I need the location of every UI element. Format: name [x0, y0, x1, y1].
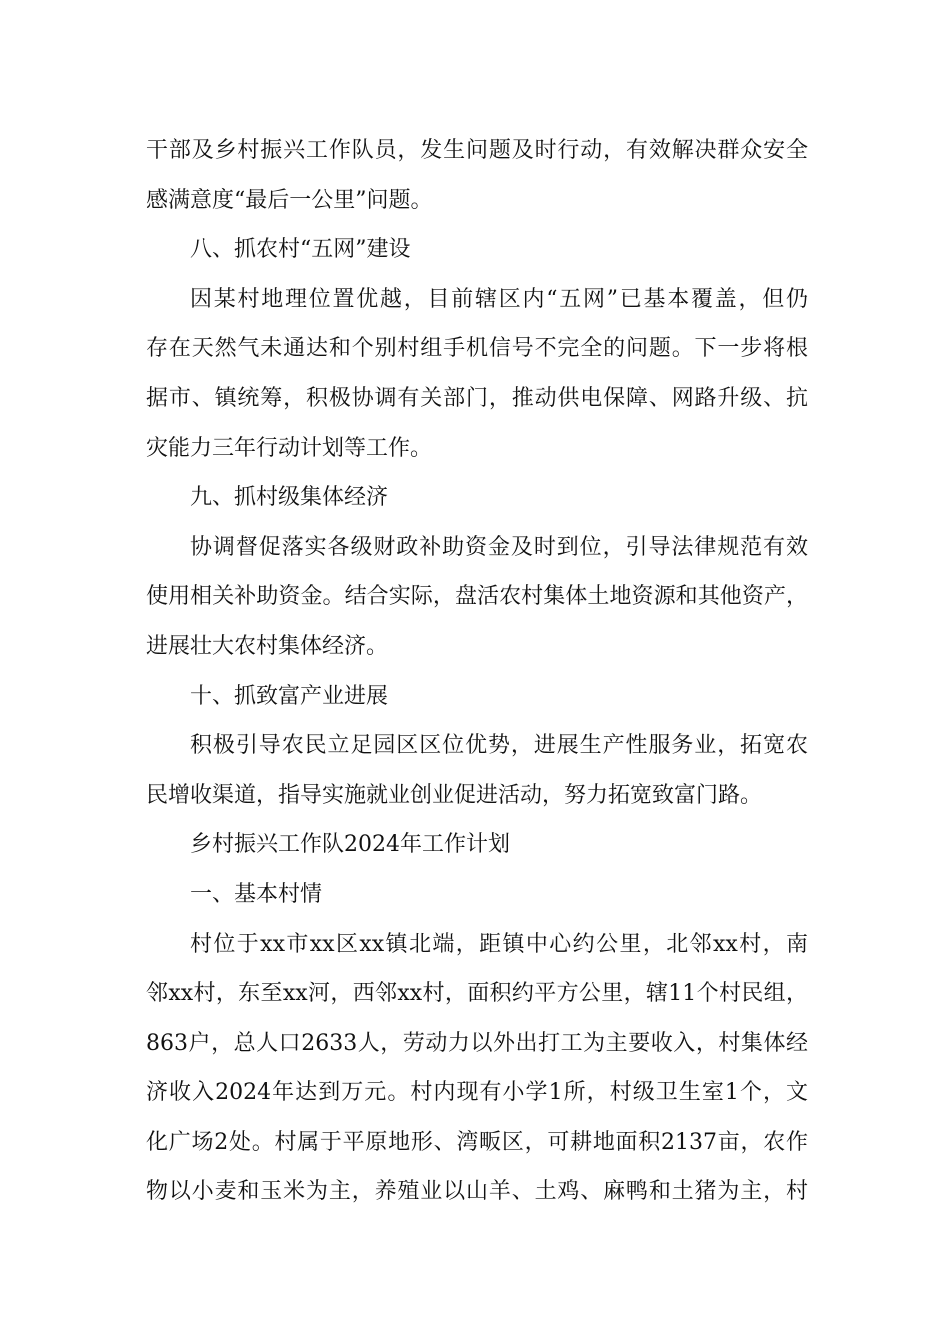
document-title: 乡村振兴工作队2024年工作计划 [190, 832, 510, 858]
body-line: 积极引导农民立足园区区位优势，进展生产性服务业，拓宽农 [190, 733, 808, 759]
body-line: 干部及乡村振兴工作队员，发生问题及时行动，有效解决群众安全 [146, 138, 808, 163]
body-line: 村位于xx市xx区xx镇北端，距镇中心约公里，北邻xx村，南 [190, 931, 808, 957]
body-line: 感满意度“最后一公里”问题。 [146, 187, 433, 213]
body-line: 民增收渠道，指导实施就业创业促进活动，努力拓宽致富门路。 [146, 782, 763, 808]
body-line: 灾能力三年行动计划等工作。 [146, 435, 433, 461]
body-line: 因某村地理位置优越，目前辖区内“五网”已基本覆盖，但仍 [190, 286, 808, 312]
body-line: 存在天然气未通达和个别村组手机信号不完全的问题。下一步将根 [146, 336, 808, 362]
document-body [146, 126, 808, 1217]
body-line: 进展壮大农村集体经济。 [146, 633, 389, 659]
section-heading: 八、抓农村“五网”建设 [190, 237, 411, 263]
body-line: 化广场2处。村属于平原地形、湾畈区，可耕地面积2137亩，农作 [146, 1129, 808, 1155]
body-line: 使用相关补助资金。结合实际，盘活农村集体土地资源和其他资产， [146, 584, 808, 610]
body-line: 863户，总人口2633人，劳动力以外出打工为主要收入，村集体经 [146, 1030, 808, 1056]
body-line: 据市、镇统筹，积极协调有关部门，推动供电保障、网路升级、抗 [146, 385, 808, 411]
section-heading: 十、抓致富产业进展 [190, 683, 389, 709]
body-line: 济收入2024年达到万元。村内现有小学1所，村级卫生室1个，文 [146, 1080, 808, 1106]
body-line: 物以小麦和玉米为主，养殖业以山羊、土鸡、麻鸭和土猪为主，村 [146, 1179, 808, 1205]
body-line: 协调督促落实各级财政补助资金及时到位，引导法律规范有效 [190, 534, 808, 560]
body-line: 邻xx村，东至xx河，西邻xx村，面积约平方公里，辖11个村民组， [146, 981, 808, 1007]
section-heading: 一、基本村情 [190, 881, 323, 907]
section-heading: 九、抓村级集体经济 [190, 485, 389, 511]
